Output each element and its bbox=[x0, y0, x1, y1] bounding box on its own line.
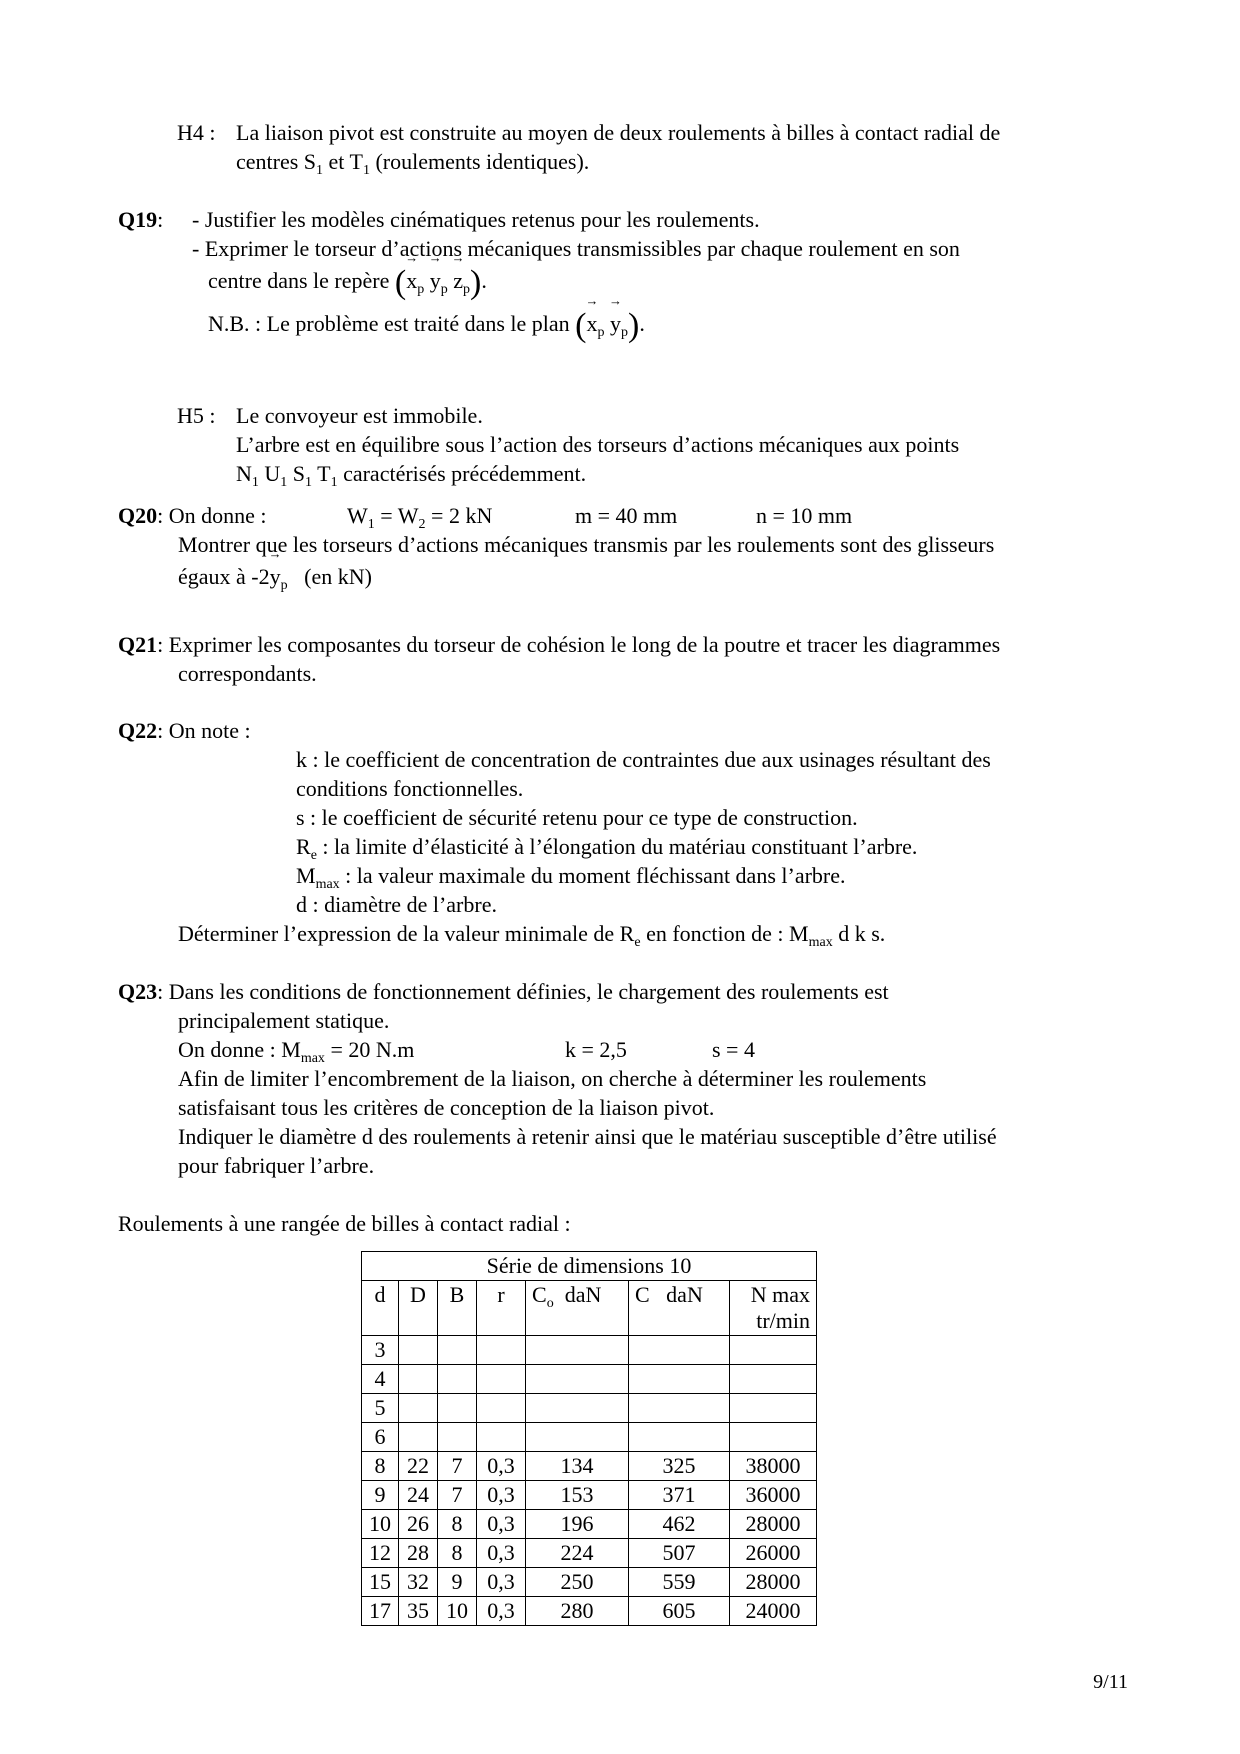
table-row bbox=[362, 1423, 817, 1452]
table-cell bbox=[477, 1336, 526, 1365]
table-cell: 28 bbox=[399, 1539, 438, 1568]
q19-item2-line2: centre dans le repère (→ $x_p \to y_p \to z_p$). bbox=[208, 266, 487, 295]
table-cell: 8 bbox=[438, 1539, 477, 1568]
q20-m: m = 40 mm bbox=[575, 503, 678, 528]
q23-line4: Afin de limiter l’encombrement de la liaison, on cherche à déterminer les roulements bbox=[178, 1066, 927, 1091]
q21-line1: Q21: Exprimer les composantes du torseur de cohésion le long de la poutre et tracer les diagrammes bbox=[118, 632, 1001, 657]
table-cell bbox=[399, 1365, 438, 1394]
q20-w: $W_1 = W_2 = 2$ kN bbox=[347, 503, 493, 532]
q22-re-line: $R_e$ : la limite d’élasticité à l’élongation du matériau constituant l’arbre. bbox=[296, 834, 918, 863]
table-cell: 224 bbox=[526, 1539, 629, 1568]
table-cell: 153 bbox=[526, 1481, 629, 1510]
table-cell bbox=[730, 1365, 817, 1394]
table-cell: 28000 bbox=[730, 1510, 817, 1539]
table-cell: 22 bbox=[399, 1452, 438, 1481]
table-caption: Roulements à une rangée de billes à contact radial : bbox=[118, 1211, 571, 1236]
q20-intro: Q20: On donne : bbox=[118, 503, 267, 528]
q19-item2-line1: - Exprimer le torseur d’actions mécaniques transmissibles par chaque roulement en son bbox=[192, 236, 960, 261]
q22-s-line: s : le coefficient de sécurité retenu pour ce type de construction. bbox=[296, 805, 858, 830]
table-row bbox=[362, 1568, 817, 1597]
q23-line7: pour fabriquer l’arbre. bbox=[178, 1153, 375, 1178]
table-cell: 26 bbox=[399, 1510, 438, 1539]
q22-determine: Déterminer l’expression de la valeur minimale de $R_e$ en fonction de : $M_{max}$ d k s. bbox=[178, 921, 886, 950]
table-cell: 9 bbox=[362, 1481, 399, 1510]
table-cell bbox=[477, 1423, 526, 1452]
table-cell: 325 bbox=[629, 1452, 730, 1481]
table-cell bbox=[629, 1365, 730, 1394]
table-cell bbox=[730, 1336, 817, 1365]
q23-line1: Q23: Dans les conditions de fonctionnement définies, le chargement des roulements est bbox=[118, 979, 889, 1004]
table-title-row bbox=[362, 1252, 817, 1281]
table-cell bbox=[526, 1365, 629, 1394]
bearings-table bbox=[361, 1251, 817, 1626]
q20-line3: égaux à $-2\to y_p$ (en kN) bbox=[178, 562, 372, 591]
col-header-c0: $C_o$ daN bbox=[526, 1281, 629, 1336]
table-row bbox=[362, 1539, 817, 1568]
h5-line2: L’arbre est en équilibre sous l’action des torseurs d’actions mécaniques aux points bbox=[236, 432, 960, 457]
table-cell bbox=[399, 1394, 438, 1423]
q22-mmax-line: $M_{max}$ : la valeur maximale du moment fléchissant dans l’arbre. bbox=[296, 863, 846, 892]
table-row bbox=[362, 1336, 817, 1365]
table-cell: 12 bbox=[362, 1539, 399, 1568]
table-row bbox=[362, 1394, 817, 1423]
col-header-D: D bbox=[399, 1281, 438, 1336]
table-cell: 0,3 bbox=[477, 1481, 526, 1510]
table-cell: 7 bbox=[438, 1481, 477, 1510]
table-cell: 280 bbox=[526, 1597, 629, 1626]
table-cell: 7 bbox=[438, 1452, 477, 1481]
table-cell bbox=[399, 1423, 438, 1452]
table-cell: 36000 bbox=[730, 1481, 817, 1510]
table-cell: 196 bbox=[526, 1510, 629, 1539]
q19-nb: N.B. : Le problème est traité dans le plan (→ $x_p \to y_p$). bbox=[208, 309, 645, 338]
table-row bbox=[362, 1510, 817, 1539]
table-cell bbox=[477, 1365, 526, 1394]
table-row bbox=[362, 1452, 817, 1481]
col-header-nmax: N max tr/min bbox=[730, 1281, 817, 1336]
table-cell: 462 bbox=[629, 1510, 730, 1539]
table-cell: 10 bbox=[438, 1597, 477, 1626]
h5-line3: $N_1$ $U_1$ $S_1$ $T_1$ caractérisés précédemment. bbox=[236, 461, 587, 490]
table-cell: 10 bbox=[362, 1510, 399, 1539]
table-cell: 559 bbox=[629, 1568, 730, 1597]
q19-label: Q19: bbox=[118, 207, 164, 232]
table-cell: 9 bbox=[438, 1568, 477, 1597]
table-cell bbox=[438, 1394, 477, 1423]
table-cell bbox=[526, 1423, 629, 1452]
h5-line1: Le convoyeur est immobile. bbox=[236, 403, 483, 428]
h4-label: H4 : bbox=[177, 120, 216, 145]
table-cell: 3 bbox=[362, 1336, 399, 1365]
h5-label: H5 : bbox=[177, 403, 216, 428]
table-title: Série de dimensions 10 bbox=[362, 1252, 817, 1281]
q23-line5: satisfaisant tous les critères de conception de la liaison pivot. bbox=[178, 1095, 715, 1120]
q23-s: s = 4 bbox=[712, 1037, 755, 1062]
table-cell: 24000 bbox=[730, 1597, 817, 1626]
table-cell: 26000 bbox=[730, 1539, 817, 1568]
table-row bbox=[362, 1365, 817, 1394]
table-cell: 250 bbox=[526, 1568, 629, 1597]
table-cell: 8 bbox=[362, 1452, 399, 1481]
q22-k-line1: k : le coefficient de concentration de contraintes due aux usinages résultant des bbox=[296, 747, 991, 772]
table-cell bbox=[526, 1336, 629, 1365]
h4-line2: centres $S_1$ et $T_1$ (roulements identiques). bbox=[236, 149, 590, 178]
table-cell: 0,3 bbox=[477, 1597, 526, 1626]
table-cell bbox=[730, 1423, 817, 1452]
table-cell: 4 bbox=[362, 1365, 399, 1394]
col-header-d: d bbox=[362, 1281, 399, 1336]
table-cell bbox=[526, 1394, 629, 1423]
col-header-B: B bbox=[438, 1281, 477, 1336]
table-cell: 17 bbox=[362, 1597, 399, 1626]
table-cell: 15 bbox=[362, 1568, 399, 1597]
table-row bbox=[362, 1597, 817, 1626]
table-cell: 0,3 bbox=[477, 1510, 526, 1539]
table-cell: 0,3 bbox=[477, 1452, 526, 1481]
table-cell: 371 bbox=[629, 1481, 730, 1510]
col-header-c: C daN bbox=[629, 1281, 730, 1336]
table-cell: 0,3 bbox=[477, 1568, 526, 1597]
table-cell bbox=[629, 1394, 730, 1423]
table-cell: 5 bbox=[362, 1394, 399, 1423]
col-header-r: r bbox=[477, 1281, 526, 1336]
page-number: 9/11 bbox=[1093, 1671, 1128, 1693]
table-cell: 24 bbox=[399, 1481, 438, 1510]
table-cell bbox=[438, 1365, 477, 1394]
table-cell: 0,3 bbox=[477, 1539, 526, 1568]
q23-donne: On donne : $M_{max} = 20$ N.m bbox=[178, 1037, 415, 1066]
q22-k-line2: conditions fonctionnelles. bbox=[296, 776, 524, 801]
table-header-row bbox=[362, 1281, 817, 1336]
table-cell: 134 bbox=[526, 1452, 629, 1481]
table-cell: 32 bbox=[399, 1568, 438, 1597]
q23-line2: principalement statique. bbox=[178, 1008, 390, 1033]
q23-k: k = 2,5 bbox=[565, 1037, 627, 1062]
table-row bbox=[362, 1481, 817, 1510]
table-cell bbox=[399, 1336, 438, 1365]
q22-d-line: d : diamètre de l’arbre. bbox=[296, 892, 497, 917]
table-cell: 35 bbox=[399, 1597, 438, 1626]
table-cell bbox=[629, 1336, 730, 1365]
q23-line6: Indiquer le diamètre d des roulements à retenir ainsi que le matériau susceptible d’être utilisé bbox=[178, 1124, 997, 1149]
table-cell bbox=[438, 1423, 477, 1452]
q20-n: n = 10 mm bbox=[756, 503, 853, 528]
q20-line2: Montrer que les torseurs d’actions mécaniques transmis par les roulements sont des glisseurs bbox=[178, 532, 995, 557]
table-cell: 28000 bbox=[730, 1568, 817, 1597]
q21-line2: correspondants. bbox=[178, 661, 317, 686]
h4-line1: La liaison pivot est construite au moyen de deux roulements à billes à contact radial de bbox=[236, 120, 1001, 145]
table-cell bbox=[477, 1394, 526, 1423]
table-cell bbox=[438, 1336, 477, 1365]
table-cell: 8 bbox=[438, 1510, 477, 1539]
table-cell: 605 bbox=[629, 1597, 730, 1626]
table-cell bbox=[629, 1423, 730, 1452]
q22-intro: Q22: On note : bbox=[118, 718, 251, 743]
table-cell bbox=[730, 1394, 817, 1423]
q19-item1: - Justifier les modèles cinématiques retenus pour les roulements. bbox=[192, 207, 760, 232]
table-cell: 6 bbox=[362, 1423, 399, 1452]
table-cell: 38000 bbox=[730, 1452, 817, 1481]
table-cell: 507 bbox=[629, 1539, 730, 1568]
